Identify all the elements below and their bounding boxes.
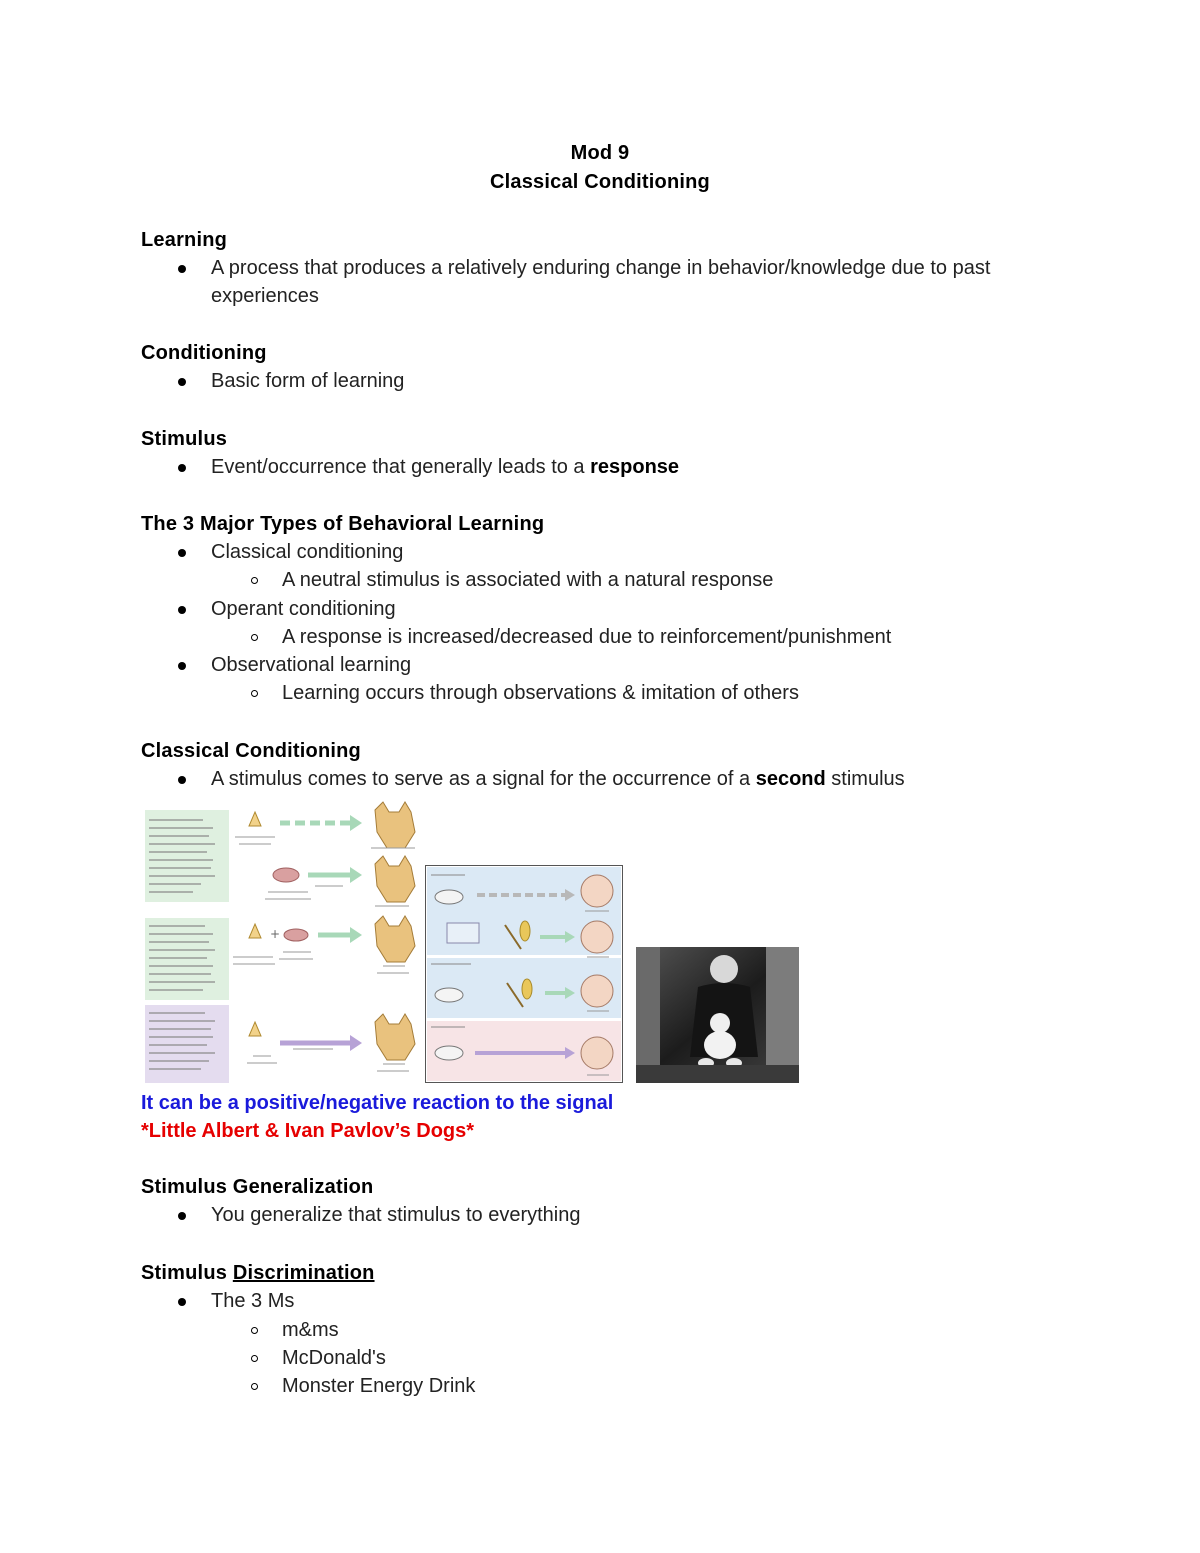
sub-bullet-circle [251, 577, 258, 584]
bullet-dot [178, 549, 186, 557]
classical-definition-bold: second [755, 768, 826, 790]
heading-discrimination-underlined: Discrimination [232, 1262, 375, 1284]
three-ms-item: Monster Energy Drink [282, 1375, 476, 1397]
three-ms-item: McDonald's [282, 1347, 386, 1369]
sub-bullet-circle [251, 1383, 258, 1390]
sub-bullet-circle [251, 690, 258, 697]
heading-stimulus-generalization: Stimulus Generalization [141, 1176, 374, 1198]
page-subtitle: Classical Conditioning [490, 171, 710, 193]
heading-discrimination-plain: Stimulus [141, 1262, 233, 1284]
heading-stimulus-discrimination [141, 1262, 375, 1285]
bullet-dot [178, 378, 186, 386]
type-operant-desc: A response is increased/decreased due to reinforcement/punishment [282, 626, 892, 648]
learning-definition-line1: A process that produces a relatively enduring change in behavior/knowledge due to past [211, 257, 991, 279]
type-operant: Operant conditioning [211, 598, 396, 620]
three-ms-item: m&ms [282, 1319, 339, 1341]
little-albert-photo [636, 947, 799, 1083]
page-title: Mod 9 [570, 142, 630, 164]
stimulus-definition [211, 456, 679, 479]
bullet-dot [178, 1298, 186, 1306]
heading-classical-conditioning: Classical Conditioning [141, 740, 361, 762]
pavlov-conditioning-diagram [143, 800, 423, 1085]
heading-conditioning: Conditioning [141, 342, 267, 364]
bullet-dot [178, 606, 186, 614]
bullet-dot [178, 776, 186, 784]
classical-definition-text: A stimulus comes to serve as a signal for the occurrence of a [211, 768, 756, 790]
type-classical: Classical conditioning [211, 541, 404, 563]
heading-learning: Learning [141, 229, 228, 251]
classical-definition [211, 768, 905, 791]
generalization-definition: You generalize that stimulus to everything [211, 1204, 581, 1226]
positive-negative-note: It can be a positive/negative reaction to the signal [141, 1092, 614, 1114]
type-classical-desc: A neutral stimulus is associated with a natural response [282, 569, 774, 591]
little-albert-pavlov-note: *Little Albert & Ivan Pavlov’s Dogs* [141, 1120, 475, 1142]
type-observational-desc: Learning occurs through observations & imitation of others [282, 682, 799, 704]
classical-definition-suffix: stimulus [825, 768, 905, 790]
conditioning-definition: Basic form of learning [211, 370, 405, 392]
learning-definition-line2: experiences [211, 285, 319, 307]
panel-during-conditioning [145, 918, 229, 1000]
bullet-dot [178, 662, 186, 670]
bullet-dot [178, 1212, 186, 1220]
little-albert-conditioning-diagram [425, 865, 623, 1083]
stimulus-definition-bold: response [590, 456, 680, 478]
three-ms: The 3 Ms [211, 1290, 295, 1312]
type-observational: Observational learning [211, 654, 412, 676]
stimulus-definition-text: Event/occurrence that generally leads to a [211, 456, 591, 478]
heading-stimulus: Stimulus [141, 428, 228, 450]
bullet-dot [178, 464, 186, 472]
panel-after-conditioning [145, 1005, 229, 1083]
svg-text:+: + [270, 927, 281, 941]
panel-before-conditioning [145, 810, 229, 902]
bullet-dot [178, 265, 186, 273]
sub-bullet-circle [251, 1355, 258, 1362]
sub-bullet-circle [251, 1327, 258, 1334]
heading-learning-types: The 3 Major Types of Behavioral Learning [141, 513, 545, 535]
sub-bullet-circle [251, 634, 258, 641]
